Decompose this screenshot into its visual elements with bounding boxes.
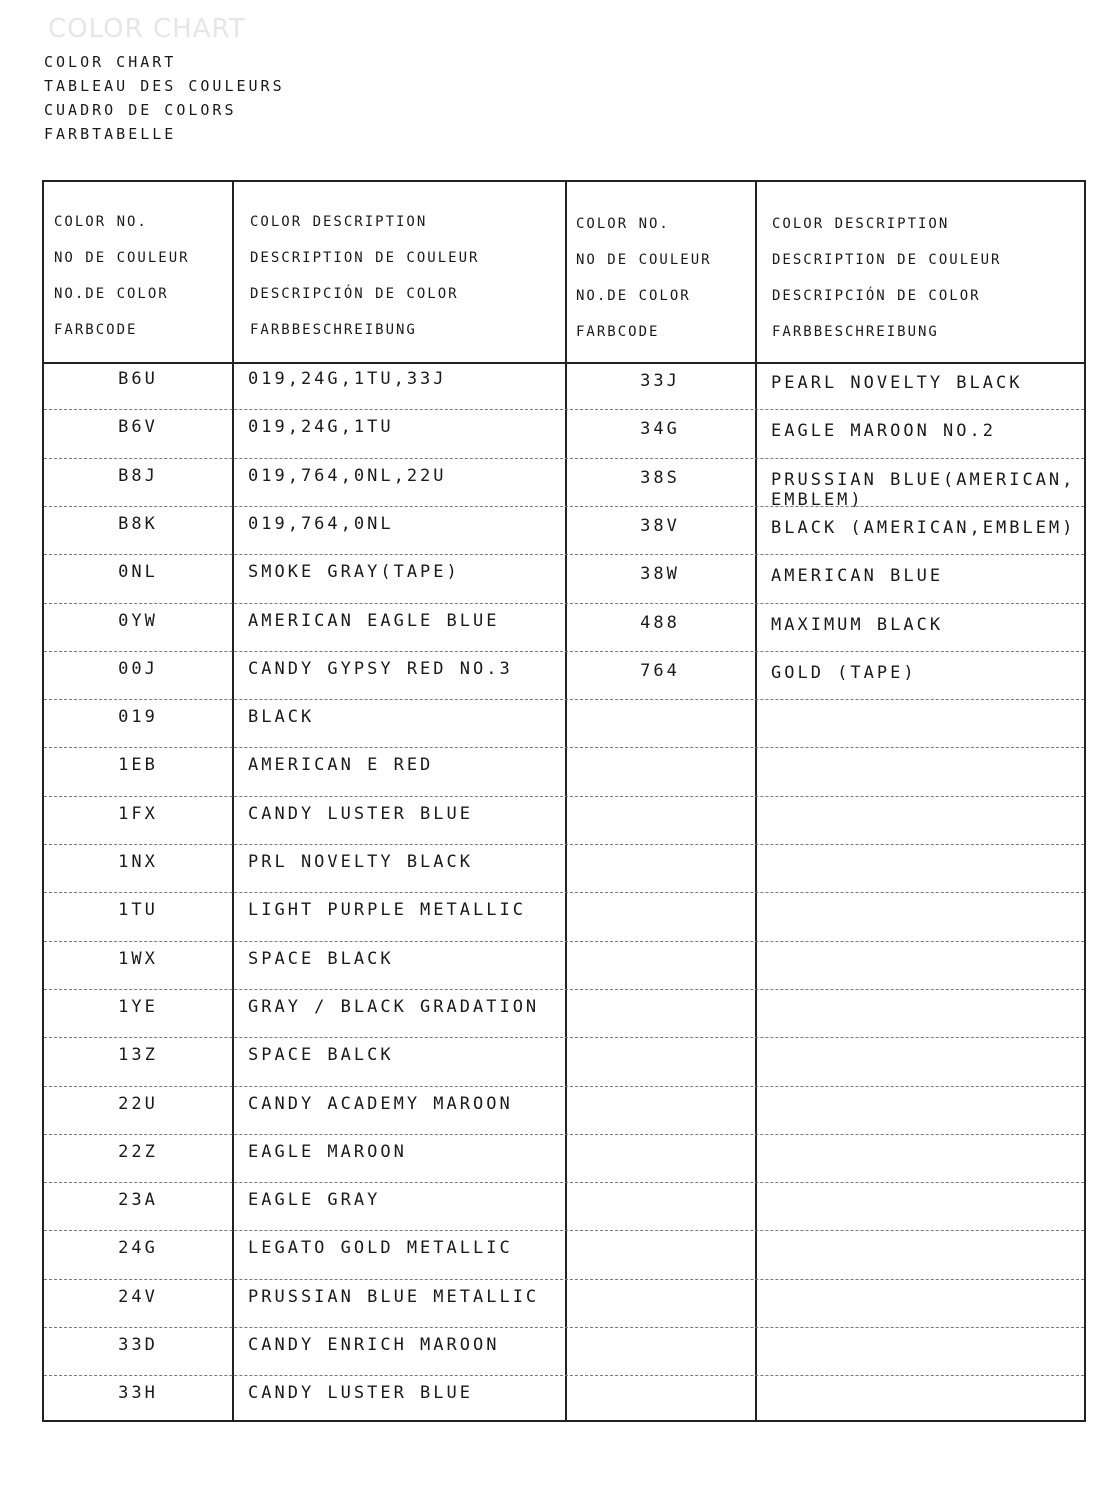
title-fr: TABLEAU DES COULEURS [44,77,285,95]
title-en: COLOR CHART [44,53,177,71]
header-line: FARBCODE [54,322,138,338]
header-line: DESCRIPCIÓN DE COLOR [772,288,981,304]
column-divider [565,182,567,1420]
color-code: 1TU [118,900,158,921]
header-line: DESCRIPCIÓN DE COLOR [250,286,459,302]
row-divider [44,1279,1084,1280]
color-code: 33J [640,371,680,391]
color-description: BLACK (AMERICAN,EMBLEM) [771,517,1076,538]
color-description: PRUSSIAN BLUE METALLIC [248,1286,540,1307]
row-divider [44,892,1084,893]
color-code: 0NL [118,562,158,583]
color-code: 22U [118,1093,158,1114]
color-description: 019,24G,1TU [248,417,394,438]
color-description: SPACE BALCK [248,1045,394,1066]
row-divider [44,554,1084,555]
header-line: NO.DE COLOR [54,286,169,302]
header-line: COLOR NO. [576,216,670,232]
color-code: 34G [640,419,680,440]
color-description: EAGLE MAROON NO.2 [771,421,996,442]
color-description: GRAY / BLACK GRADATION [248,996,540,1017]
color-code: 24G [118,1238,158,1259]
color-description: BLACK [248,707,315,728]
color-description: 019,764,0NL,22U [248,465,447,486]
color-description: GOLD (TAPE) [771,662,917,683]
color-code: B8K [118,513,158,534]
color-code: 488 [640,612,680,633]
color-code: 0YW [118,610,158,631]
color-description: AMERICAN BLUE [771,566,944,587]
row-divider [44,747,1084,748]
color-description: PRUSSIAN BLUE(AMERICAN,EMBLEM) [771,469,1076,510]
header-color-no-left [54,204,190,348]
row-divider [44,1086,1084,1087]
row-divider [44,989,1084,990]
color-code: 23A [118,1190,158,1211]
color-description: MAXIMUM BLACK [771,614,944,635]
color-code: 13Z [118,1045,158,1066]
color-description: CANDY LUSTER BLUE [248,803,473,824]
row-divider [44,844,1084,845]
row-divider [44,1134,1084,1135]
color-code: 24V [118,1286,158,1307]
color-description: PRL NOVELTY BLACK [248,852,473,872]
row-divider [44,603,1084,604]
header-line: FARBBESCHREIBUNG [250,322,417,338]
color-code: B6V [118,417,158,438]
color-chart-table [42,180,1086,1422]
color-description: LEGATO GOLD METALLIC [248,1238,513,1259]
header-color-description-right [772,206,1001,350]
color-description: 019,24G,1TU,33J [248,369,447,389]
color-code: 38S [640,467,680,488]
header-line: COLOR NO. [54,214,148,230]
color-description: CANDY GYPSY RED NO.3 [248,658,513,679]
header-line: DESCRIPTION DE COULEUR [250,250,480,266]
color-code: 22Z [118,1141,158,1162]
row-divider [44,1037,1084,1038]
color-code: 33H [118,1383,158,1404]
header-divider [44,362,1084,364]
color-code: 764 [640,660,680,681]
color-description: CANDY ENRICH MAROON [248,1335,500,1355]
row-divider [44,409,1084,410]
header-line: COLOR DESCRIPTION [250,214,428,230]
color-description: SMOKE GRAY(TAPE) [248,562,460,583]
header-line: NO.DE COLOR [576,288,691,304]
color-description: SPACE BLACK [248,948,394,969]
color-code: 1WX [118,948,158,969]
title-de: FARBTABELLE [44,125,177,143]
column-divider [755,182,757,1420]
header-line: COLOR DESCRIPTION [772,216,950,232]
row-divider [44,1182,1084,1183]
row-divider [44,458,1084,459]
column-divider [232,182,234,1420]
row-divider [44,1230,1084,1231]
color-description: PEARL NOVELTY BLACK [771,373,1023,393]
header-color-description-left [250,204,479,348]
color-description: 019,764,0NL [248,513,394,534]
header-line: DESCRIPTION DE COULEUR [772,252,1002,268]
color-code: 1FX [118,803,158,824]
color-code: 38W [640,564,680,585]
row-divider [44,1327,1084,1328]
color-code: 1YE [118,996,158,1017]
row-divider [44,1375,1084,1376]
color-code: 33D [118,1335,158,1355]
color-description: CANDY LUSTER BLUE [248,1383,473,1404]
header-line: NO DE COULEUR [54,250,190,266]
header-line: FARBBESCHREIBUNG [772,324,939,340]
color-description: AMERICAN EAGLE BLUE [248,610,500,631]
color-code: 38V [640,515,680,536]
color-code: 1EB [118,755,158,776]
color-code: B6U [118,369,158,389]
color-code: 00J [118,658,158,679]
title-block [44,50,285,146]
row-divider [44,699,1084,700]
faint-title: COLOR CHART [48,14,246,44]
header-line: NO DE COULEUR [576,252,712,268]
color-description: LIGHT PURPLE METALLIC [248,900,526,921]
color-description: EAGLE MAROON [248,1141,407,1162]
header-color-no-right [576,206,712,350]
title-es: CUADRO DE COLORS [44,101,237,119]
row-divider [44,796,1084,797]
color-code: 1NX [118,852,158,872]
row-divider [44,651,1084,652]
header-line: FARBCODE [576,324,660,340]
row-divider [44,941,1084,942]
color-description: EAGLE GRAY [248,1190,381,1211]
color-description: CANDY ACADEMY MAROON [248,1093,513,1114]
color-code: B8J [118,465,158,486]
color-code: 019 [118,707,158,728]
color-description: AMERICAN E RED [248,755,434,776]
